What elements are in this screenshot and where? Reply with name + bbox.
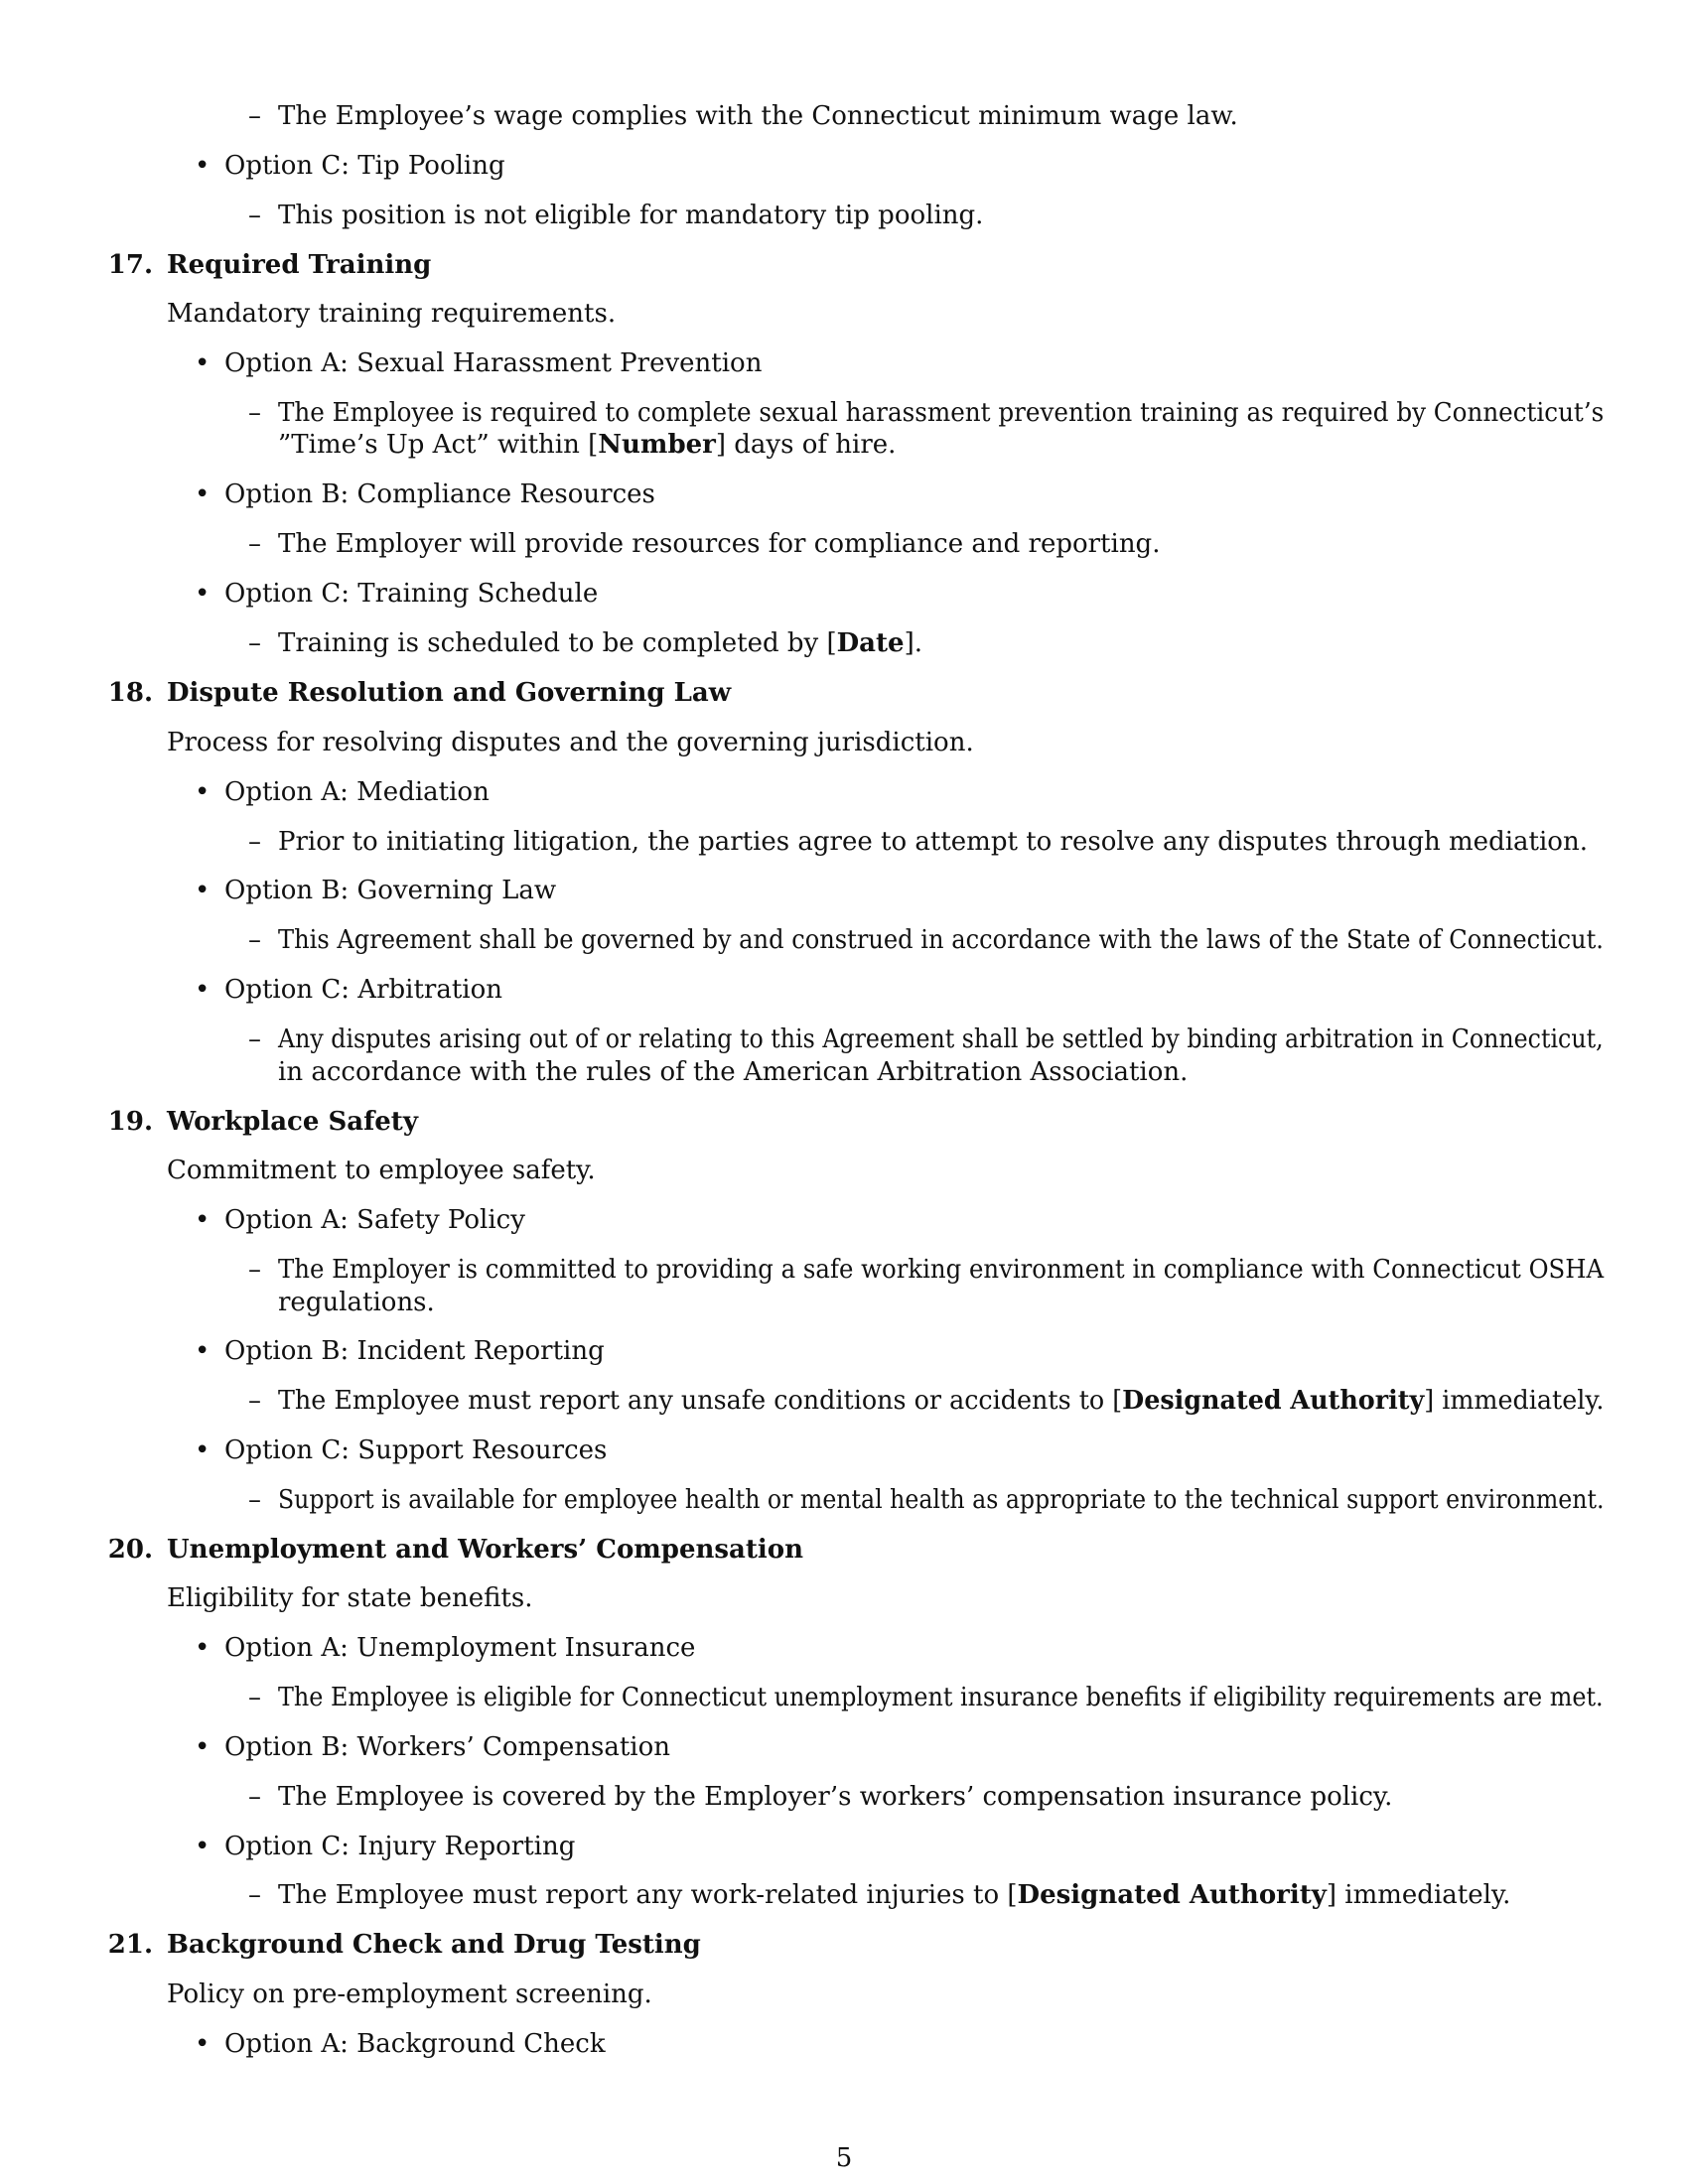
bullet-marker: • xyxy=(195,479,211,509)
section-title: Workplace Safety xyxy=(167,1107,418,1137)
dash-marker: – xyxy=(248,1782,261,1812)
option-label: Option A: Sexual Harassment Prevention xyxy=(224,348,763,378)
option-label: Option A: Unemployment Insurance xyxy=(224,1633,696,1663)
option-label: Option B: Compliance Resources xyxy=(224,479,655,509)
bullet-marker: • xyxy=(195,579,211,609)
section-description: Eligibility for state benefits. xyxy=(167,1583,533,1613)
bullet-marker: • xyxy=(195,348,211,378)
sub-option-text: Prior to initiating litigation, the parties agree to attempt to resolve any disputes through mediation. xyxy=(278,827,1588,857)
option-label: Option C: Tip Pooling xyxy=(224,151,505,181)
section-description: Policy on pre-employment screening. xyxy=(167,1979,652,2009)
section-number: 21. xyxy=(107,1930,153,1960)
sub-option-text: The Employer is committed to providing a safe working environment in compliance with Connecticut OSHA xyxy=(278,1255,1605,1285)
bullet-marker: • xyxy=(195,151,211,181)
page-number: 5 xyxy=(835,2143,853,2173)
sub-option-text: regulations. xyxy=(278,1288,435,1317)
bullet-marker: • xyxy=(195,1205,211,1235)
section-title: Dispute Resolution and Governing Law xyxy=(167,678,732,708)
sub-option-text: Training is scheduled to be completed by [Date]. xyxy=(278,628,922,658)
bullet-marker: • xyxy=(195,777,211,807)
dash-marker: – xyxy=(248,1255,261,1285)
option-label: Option C: Support Resources xyxy=(224,1435,608,1465)
option-label: Option B: Workers’ Compensation xyxy=(224,1732,670,1762)
dash-marker: – xyxy=(248,1485,261,1515)
section-description: Process for resolving disputes and the governing jurisdiction. xyxy=(167,728,974,757)
dash-marker: – xyxy=(248,1683,261,1712)
section-title: Required Training xyxy=(167,250,432,280)
dash-marker: – xyxy=(248,827,261,857)
option-label: Option A: Mediation xyxy=(224,777,490,807)
option-label: Option A: Background Check xyxy=(224,2029,606,2059)
sub-option-text: The Employee must report any work-related injuries to [Designated Authority] immediately. xyxy=(278,1880,1511,1910)
placeholder-field: Number xyxy=(598,430,716,460)
sub-option-text: This position is not eligible for mandatory tip pooling. xyxy=(278,201,984,230)
option-label: Option C: Training Schedule xyxy=(224,579,599,609)
placeholder-field: Designated Authority xyxy=(1122,1386,1425,1416)
bullet-marker: • xyxy=(195,1832,211,1861)
option-label: Option C: Arbitration xyxy=(224,975,503,1005)
sub-option-text: ”Time’s Up Act” within [Number] days of hire. xyxy=(278,430,897,460)
sub-option-text: The Employee’s wage complies with the Connecticut minimum wage law. xyxy=(278,101,1238,131)
section-number: 20. xyxy=(107,1535,153,1565)
dash-marker: – xyxy=(248,398,261,428)
sub-option-text: Support is available for employee health or mental health as appropriate to the technical support environment. xyxy=(278,1485,1605,1515)
sub-option-text: The Employee must report any unsafe conditions or accidents to [Designated Authority] immediately. xyxy=(278,1386,1605,1416)
bullet-marker: • xyxy=(195,1633,211,1663)
option-label: Option C: Injury Reporting xyxy=(224,1832,576,1861)
sub-option-text: The Employee is required to complete sexual harassment prevention training as required by Connecticut’s xyxy=(278,398,1605,428)
option-label: Option B: Incident Reporting xyxy=(224,1336,605,1366)
section-description: Commitment to employee safety. xyxy=(167,1156,596,1185)
section-description: Mandatory training requirements. xyxy=(167,299,617,329)
sub-option-text: in accordance with the rules of the American Arbitration Association. xyxy=(278,1057,1189,1087)
dash-marker: – xyxy=(248,201,261,230)
bullet-marker: • xyxy=(195,2029,211,2059)
option-label: Option A: Safety Policy xyxy=(224,1205,525,1235)
bullet-marker: • xyxy=(195,1336,211,1366)
placeholder-field: Date xyxy=(836,628,905,658)
bullet-marker: • xyxy=(195,1732,211,1762)
option-label: Option B: Governing Law xyxy=(224,876,557,905)
dash-marker: – xyxy=(248,628,261,658)
section-number: 19. xyxy=(107,1107,153,1137)
dash-marker: – xyxy=(248,101,261,131)
dash-marker: – xyxy=(248,1024,261,1054)
sub-option-text: The Employer will provide resources for compliance and reporting. xyxy=(278,529,1161,559)
bullet-marker: • xyxy=(195,1435,211,1465)
dash-marker: – xyxy=(248,925,261,955)
placeholder-field: Designated Authority xyxy=(1017,1880,1327,1910)
section-number: 18. xyxy=(107,678,153,708)
bullet-marker: • xyxy=(195,876,211,905)
section-title: Background Check and Drug Testing xyxy=(167,1930,701,1960)
sub-option-text: This Agreement shall be governed by and construed in accordance with the laws of the State of Connecticut. xyxy=(278,925,1604,955)
section-number: 17. xyxy=(107,250,153,280)
sub-option-text: Any disputes arising out of or relating to this Agreement shall be settled by binding arbitration in Connecticut, xyxy=(278,1024,1604,1054)
dash-marker: – xyxy=(248,529,261,559)
sub-option-text: The Employee is eligible for Connecticut unemployment insurance benefits if eligibility requirements are met. xyxy=(278,1683,1604,1712)
sub-option-text: The Employee is covered by the Employer’s workers’ compensation insurance policy. xyxy=(278,1782,1393,1812)
dash-marker: – xyxy=(248,1386,261,1416)
section-title: Unemployment and Workers’ Compensation xyxy=(167,1535,804,1565)
dash-marker: – xyxy=(248,1880,261,1910)
bullet-marker: • xyxy=(195,975,211,1005)
